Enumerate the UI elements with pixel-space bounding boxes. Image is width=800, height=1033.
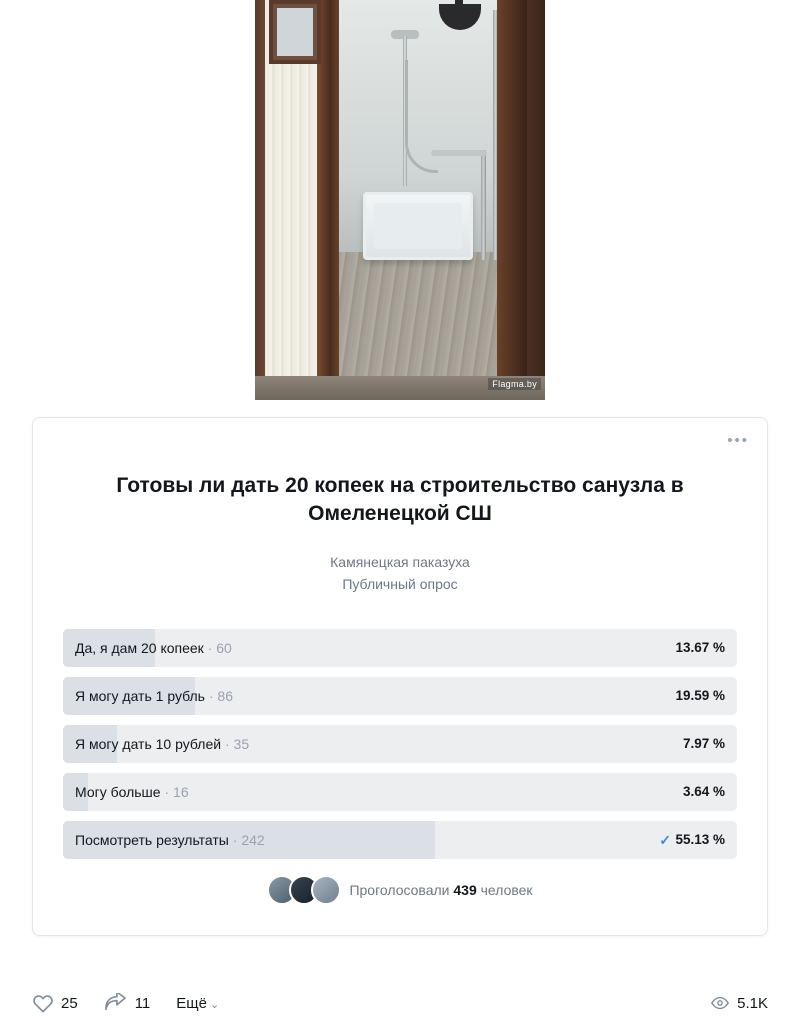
- more-button[interactable]: [176, 995, 219, 1012]
- poll-option-label: Могу больше: [75, 784, 161, 801]
- chevron-down-icon: ⌄: [209, 998, 220, 1011]
- poll-option-row[interactable]: [63, 677, 737, 715]
- heart-icon: [32, 993, 54, 1013]
- like-count: 25: [61, 994, 78, 1012]
- photo-shower-hose: [405, 60, 438, 173]
- views-count: 5.1K: [737, 994, 768, 1012]
- photo-window-glass: [277, 8, 313, 56]
- share-button[interactable]: [104, 993, 151, 1013]
- photo-bathtub: [363, 192, 473, 260]
- photo-watermark: Flagma.by: [488, 378, 541, 390]
- share-icon: [104, 993, 128, 1013]
- voters-prefix: Проголосовали: [349, 882, 450, 899]
- poll-option-separator: ·: [207, 640, 213, 657]
- poll-option-text: [75, 725, 249, 763]
- bathroom-photo[interactable]: [255, 0, 545, 400]
- photo-door-jamb-right: [497, 0, 527, 400]
- poll-option-label: Да, я дам 20 копеек: [75, 640, 204, 657]
- post-actions-bar: [32, 985, 768, 1021]
- poll-option-separator: ·: [232, 832, 238, 849]
- poll-option-text: [75, 821, 265, 859]
- photo-window: [269, 0, 321, 64]
- post-image-area: [0, 0, 800, 400]
- poll-option-count: 242: [241, 832, 265, 849]
- check-icon: ✓: [659, 832, 671, 849]
- poll-option-label: Посмотреть результаты: [75, 832, 229, 849]
- poll-option-percent: 13.67 %: [675, 640, 725, 656]
- poll-option-text: [75, 773, 189, 811]
- poll-option-separator: ·: [208, 688, 214, 705]
- poll-option-count: 60: [216, 640, 232, 657]
- share-count: 11: [134, 994, 151, 1012]
- poll-option-row[interactable]: [63, 773, 737, 811]
- voters-suffix: человек: [480, 882, 533, 899]
- eye-icon: [710, 996, 730, 1010]
- poll-option-count: 86: [217, 688, 233, 705]
- views-counter: [710, 995, 768, 1012]
- photo-grab-rail: [431, 150, 487, 156]
- poll-card: [32, 417, 768, 936]
- poll-option-percent: 3.64 %: [682, 784, 725, 800]
- poll-option-label: Я могу дать 10 рублей: [75, 736, 222, 753]
- more-options-icon[interactable]: •••: [727, 432, 749, 449]
- avatar[interactable]: [311, 875, 341, 905]
- photo-room-interior: [339, 0, 519, 400]
- poll-option-text: [75, 677, 233, 715]
- poll-option-row-selected[interactable]: [63, 821, 737, 859]
- poll-option-percent: 7.97 %: [682, 736, 725, 752]
- poll-author: Камянецкая паказуха: [330, 553, 470, 570]
- poll-options-list: [63, 629, 737, 859]
- like-button[interactable]: [32, 993, 78, 1013]
- voters-text: [349, 882, 532, 898]
- poll-option-row[interactable]: [63, 629, 737, 667]
- poll-option-row[interactable]: [63, 725, 737, 763]
- poll-type-label: Публичный опрос: [342, 576, 458, 593]
- poll-option-count: 35: [233, 736, 250, 753]
- poll-option-label: Я могу дать 1 рубль: [75, 688, 205, 705]
- poll-option-separator: ·: [224, 736, 230, 753]
- voter-avatars[interactable]: [267, 875, 341, 905]
- poll-option-count: 16: [173, 784, 189, 801]
- poll-option-text: [75, 629, 232, 667]
- voters-count: 439: [453, 882, 477, 899]
- poll-option-percent: 55.13 %: [675, 832, 725, 848]
- poll-option-separator: ·: [164, 784, 170, 801]
- poll-voters[interactable]: [33, 875, 767, 905]
- poll-title: Готовы ли дать 20 копеек на строительство санузла в Омеленецкой СШ: [116, 474, 684, 526]
- poll-option-percent: 19.59 %: [675, 688, 725, 704]
- more-label: Ещё: [176, 994, 207, 1012]
- photo-pipe-inner: [481, 150, 486, 260]
